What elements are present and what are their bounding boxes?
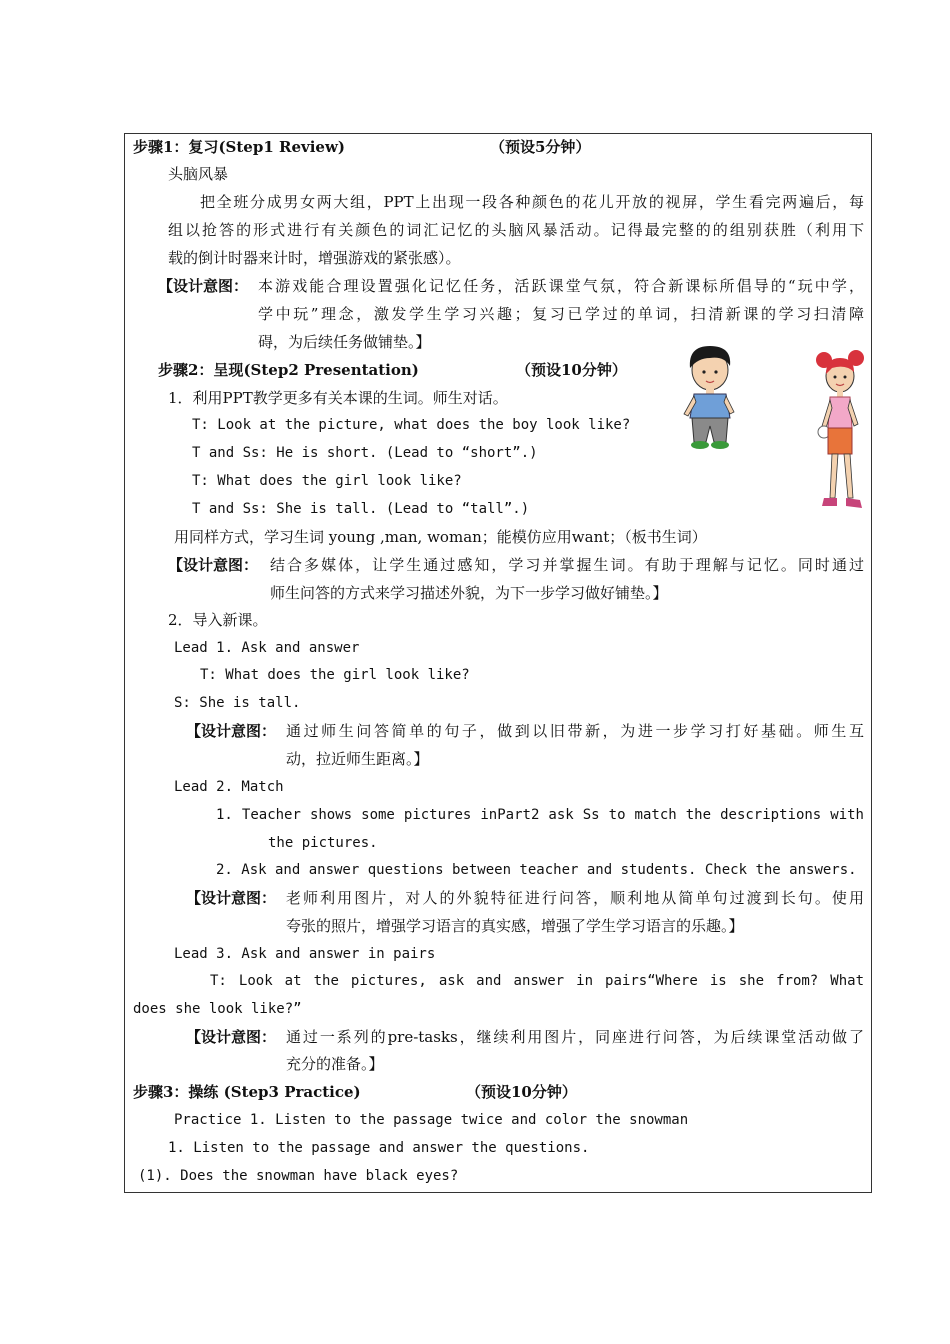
step2-item2: 2．导入新课。 xyxy=(168,611,268,629)
lead3-intent-line1: 通过一系列的pre-tasks，继续利用图片，同座进行问答，为后续课堂活动做了 xyxy=(286,1028,864,1046)
lead3-line1: T: Look at the pictures, ask and answer in pairs“Where is she from? What xyxy=(210,973,864,989)
step1-paragraph-line2: 组以抢答的形式进行有关颜色的词汇记忆的头脑风暴活动。记得最完整的的组别获胜（利用下 xyxy=(168,221,864,239)
step3-item1: 1. Listen to the passage and answer the questions. xyxy=(168,1140,590,1156)
lead2-intent-label: 【设计意图： xyxy=(186,889,277,907)
lead3-intent-line2: 充分的准备。】 xyxy=(286,1055,384,1073)
lead2-title: Lead 2. Match xyxy=(174,779,284,795)
step2-intent-line1: 结合多媒体，让学生通过感知，学习并掌握生词。有助于理解与记忆。同时通过 xyxy=(270,556,864,574)
lead2-item1-line1: 1. Teacher shows some pictures inPart2 ask Ss to match the descriptions with xyxy=(216,807,864,823)
lead2-item1-line2: the pictures. xyxy=(268,835,378,851)
step1-intent-line3: 碍，为后续任务做铺垫。】 xyxy=(258,333,431,351)
step3-question1: (1). Does the snowman have black eyes? xyxy=(138,1168,459,1184)
step1-intent-line1: 本游戏能合理设置强化记忆任务，活跃课堂气氛，符合新课标所倡导的“玩中学， xyxy=(258,277,864,295)
step1-time: （预设5分钟） xyxy=(490,138,591,156)
step2-dialog-line1: T: Look at the picture, what does the boy look like? xyxy=(192,417,631,433)
boy-cartoon-illustration xyxy=(676,342,742,450)
step2-heading: 步骤2：呈现(Step2 Presentation) xyxy=(158,361,419,379)
lead2-intent-line2: 夸张的照片，增强学习语言的真实感，增强了学生学习语言的乐趣。】 xyxy=(286,917,744,935)
step2-dialog-line2: T and Ss: He is short. (Lead to “short”.) xyxy=(192,445,538,461)
step3-heading: 步骤3：操练 (Step3 Practice) xyxy=(133,1083,361,1101)
lead1-teacher: T: What does the girl look like? xyxy=(200,667,470,683)
lead1-intent-label: 【设计意图： xyxy=(186,722,277,740)
step3-time: （预设10分钟） xyxy=(466,1083,577,1101)
girl-cartoon-illustration xyxy=(810,350,872,516)
step1-heading: 步骤1：复习(Step1 Review) xyxy=(133,138,345,156)
step2-intent-label: 【设计意图： xyxy=(168,556,259,574)
lead3-title: Lead 3. Ask and answer in pairs xyxy=(174,946,436,962)
step1-paragraph-line1: 把全班分成男女两大组，PPT上出现一段各种颜色的花儿开放的视屏，学生看完两遍后，每 xyxy=(200,193,864,211)
step1-paragraph-line3: 载的倒计时器来计时，增强游戏的紧张感）。 xyxy=(168,249,461,267)
lead2-intent-line1: 老师利用图片，对人的外貌特征进行问答，顺利地从简单句过渡到长句。使用 xyxy=(286,889,864,907)
step1-intent-label: 【设计意图： xyxy=(158,277,249,295)
step3-practice1: Practice 1. Listen to the passage twice and color the snowman xyxy=(174,1112,689,1128)
step2-intent-line2: 师生问答的方式来学习描述外貌，为下一步学习做好铺垫。】 xyxy=(270,584,668,602)
step2-dialog-line3: T: What does the girl look like? xyxy=(192,473,462,489)
step2-vocab-line: 用同样方式，学习生词 young ,man, woman；能模仿应用want；（板书生词） xyxy=(174,528,707,546)
step1-activity: 头脑风暴 xyxy=(168,165,229,183)
lead1-student: S: She is tall. xyxy=(174,695,301,711)
lead3-line2: does she look like?” xyxy=(133,1001,302,1017)
lead1-intent-line2: 动，拉近师生距离。】 xyxy=(286,750,429,768)
step2-dialog-line4: T and Ss: She is tall. (Lead to “tall”.) xyxy=(192,501,530,517)
lead2-item2: 2. Ask and answer questions between teacher and students. Check the answers. xyxy=(216,862,857,878)
lead3-intent-label: 【设计意图： xyxy=(186,1028,277,1046)
lead1-intent-line1: 通过师生问答简单的句子，做到以旧带新，为进一步学习打好基础。师生互 xyxy=(286,722,864,740)
step2-time: （预设10分钟） xyxy=(516,361,627,379)
step2-item1: 1．利用PPT教学更多有关本课的生词。师生对话。 xyxy=(168,389,508,407)
step1-intent-line2: 学中玩”理念，激发学生学习兴趣；复习已学过的单词，扫清新课的学习扫清障 xyxy=(258,305,864,323)
lead1-title: Lead 1. Ask and answer xyxy=(174,640,360,656)
